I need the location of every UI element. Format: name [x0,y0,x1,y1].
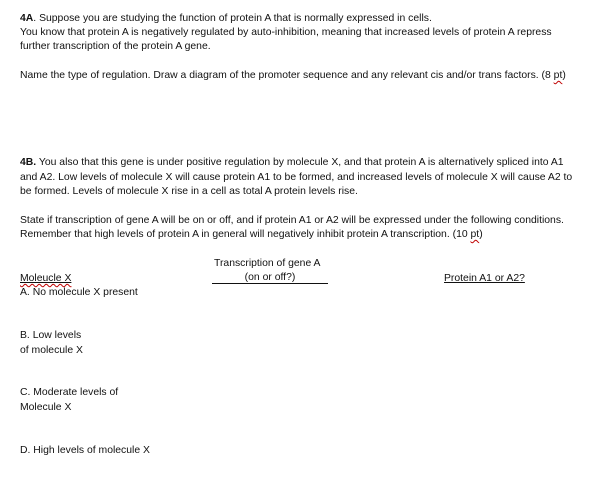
q4a-prompt-text: Name the type of regulation. Draw a diagram of the promoter sequence and any relevant cis and/or trans factors. (8 [20,70,554,81]
q4b-line-1 [20,156,564,169]
row-b-label-1: B. Low levels [20,330,82,341]
q4b-line-3: be formed. Levels of molecule X rise in a cell as total A protein levels rise. [20,186,358,197]
q4b-label: 4B. [20,157,37,168]
row-c-label-1: C. Moderate levels of [20,387,119,398]
q4b-line-4: State if transcription of gene A will be on or off, and if protein A1 or A2 will be expressed under the following conditions. [20,215,564,226]
q4a-points-unit: pt [553,70,563,81]
protein-header: Protein A1 or A2? [444,273,525,284]
row-b-label-2: of molecule X [20,345,83,356]
q4a-line-1-text: . Suppose you are studying the function of protein A that is normally expressed in cells. [33,13,432,24]
transcription-header: Transcription of gene A [214,258,321,269]
row-a-label: A. No molecule X present [20,287,138,298]
molecule-x-header-text: Moleucle X [20,273,72,284]
q4b-prompt-text: Remember that high levels of protein A in general will negatively inhibit protein A transcription. (10 [20,229,471,240]
q4b-line-2: and A2. Low levels of molecule X will cause protein A1 to be formed, and increased levels of molecule X will cause A2 to [20,172,573,183]
q4b-line-1-text: You also that this gene is under positive regulation by molecule X, and that protein A is alternatively spliced into A1 [36,157,564,168]
row-d-label: D. High levels of molecule X [20,445,150,456]
q4a-line-1 [20,12,432,25]
q4a-label: 4A [20,13,34,24]
row-c-label-2: Molecule X [20,402,72,413]
transcription-subheader: (on or off?) [244,272,296,283]
q4a-line-3: further transcription of the protein A gene. [20,41,211,52]
q4a-line-2: You know that protein A is negatively regulated by auto-inhibition, meaning that increased levels of protein A repress [20,27,552,38]
q4b-points-unit: pt [470,229,480,240]
q4b-prompt [20,228,483,241]
q4a-prompt [20,69,566,82]
q4b-prompt-close: ) [479,229,483,240]
molecule-x-header [20,272,71,285]
q4a-prompt-close: ) [562,70,566,81]
transcription-header-underline [212,283,328,284]
